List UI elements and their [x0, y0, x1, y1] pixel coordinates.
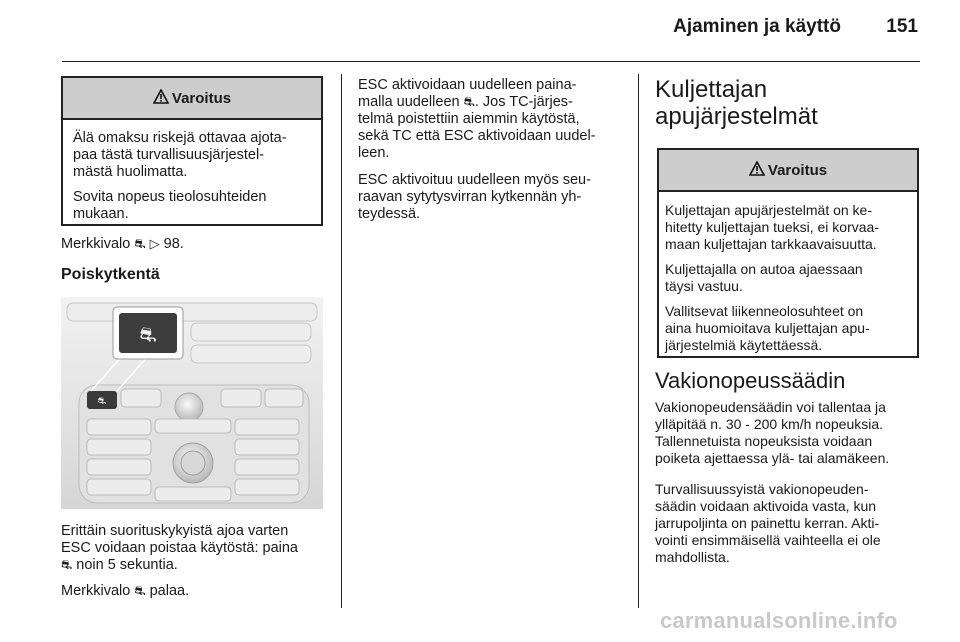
warning-title: Varoitus	[767, 161, 828, 179]
warning-paragraph: Kuljettajalla on autoa ajaessaan täysi vastuu.	[665, 261, 863, 294]
subheading-cruise-control: Vakionopeussäädin	[655, 368, 846, 393]
dashboard-controls-image	[61, 297, 323, 509]
subheading-poiskytkenta: Poiskytkentä	[61, 266, 160, 283]
column-divider-1	[341, 74, 342, 608]
page-ref-arrow-icon: ▷	[149, 237, 160, 252]
warning-paragraph: Vallitsevat liikenneolosuhteet on aina huomioitava kuljettajan apu- järjestelmiä käytettäessä.	[665, 303, 870, 353]
page-number: 151	[886, 16, 918, 37]
warning-paragraph: Sovita nopeus tieolosuhteiden mukaan.	[73, 189, 267, 222]
watermark: carmanualsonline.info	[660, 608, 898, 633]
cruise-control-safety-paragraph: Turvallisuussyistä vakionopeuden- säädin voidaan aktivoida vasta, kun jarrupoljinta on painettu kerran. Akti- vointi ensimmäisellä vaihteella ei ole mahdollista.	[655, 481, 881, 565]
esc-off-icon: ⛐	[134, 237, 146, 252]
esc-reactivate-paragraph	[358, 77, 633, 162]
indicator-reference	[61, 236, 331, 253]
esc-off-text-end: noin 5 sekuntia.	[76, 557, 178, 573]
esc-reactivate-text-b: . Jos TC-järjes- telmä poistettiin aiemmin käytöstä, sekä TC että ESC aktivoidaan uudel- leen.	[358, 94, 596, 161]
indicator-ref-page: 98.	[163, 236, 184, 252]
esc-ignition-paragraph: ESC aktivoituu uudelleen myös seu- raavan sytytysvirran kytkennän yh- teydessä.	[358, 172, 591, 222]
warning-box	[61, 76, 323, 226]
esc-off-text: Erittäin suorituskykyistä ajoa varten ESC voidaan poistaa käytöstä: paina	[61, 523, 298, 556]
svg-text:⛐: ⛐	[139, 322, 157, 346]
warning-body	[63, 120, 321, 235]
warning-body	[659, 192, 917, 366]
indicator-ref-text: Merkkivalo	[61, 236, 131, 252]
esc-off-icon: ⛐	[463, 95, 475, 110]
esc-off-icon: ⛐	[61, 558, 73, 573]
warning-triangle-icon	[749, 161, 765, 180]
esc-off-paragraph	[61, 523, 331, 574]
indicator-lit-prefix: Merkkivalo	[61, 583, 131, 599]
indicator-lit-suffix: palaa.	[149, 583, 190, 599]
header-divider	[62, 61, 920, 62]
column-divider-2	[638, 74, 639, 608]
warning-triangle-icon	[153, 89, 169, 108]
cruise-control-paragraph: Vakionopeudensäädin voi tallentaa ja ylläpitää n. 30 - 200 km/h nopeuksia. Tallennetuista nopeuksista voidaan poiketa ajettaessa ylä- tai alamäkeen.	[655, 399, 890, 466]
warning-paragraph: Kuljettajan apujärjestelmät on ke- hitetty kuljettajan tueksi, ei korvaa- maan kuljettajan tarkkaavaisuutta.	[665, 202, 879, 252]
warning-box	[657, 148, 919, 358]
warning-header	[659, 150, 917, 192]
warning-header	[63, 78, 321, 120]
heading-driver-assistance: Kuljettajan apujärjestelmät	[655, 76, 818, 130]
esc-reactivate-text-a: ESC aktivoidaan uudelleen paina- malla uudelleen	[358, 77, 577, 110]
warning-paragraph: Älä omaksu riskejä ottavaa ajota- paa tästä turvallisuusjärjestel- mästä huolimatta.	[73, 130, 287, 180]
warning-title: Varoitus	[171, 89, 232, 107]
esc-indicator-icon: ⛐	[134, 584, 146, 599]
indicator-lit-paragraph	[61, 583, 331, 600]
section-title: Ajaminen ja käyttö	[673, 16, 841, 37]
svg-text:⛐: ⛐	[97, 396, 107, 407]
